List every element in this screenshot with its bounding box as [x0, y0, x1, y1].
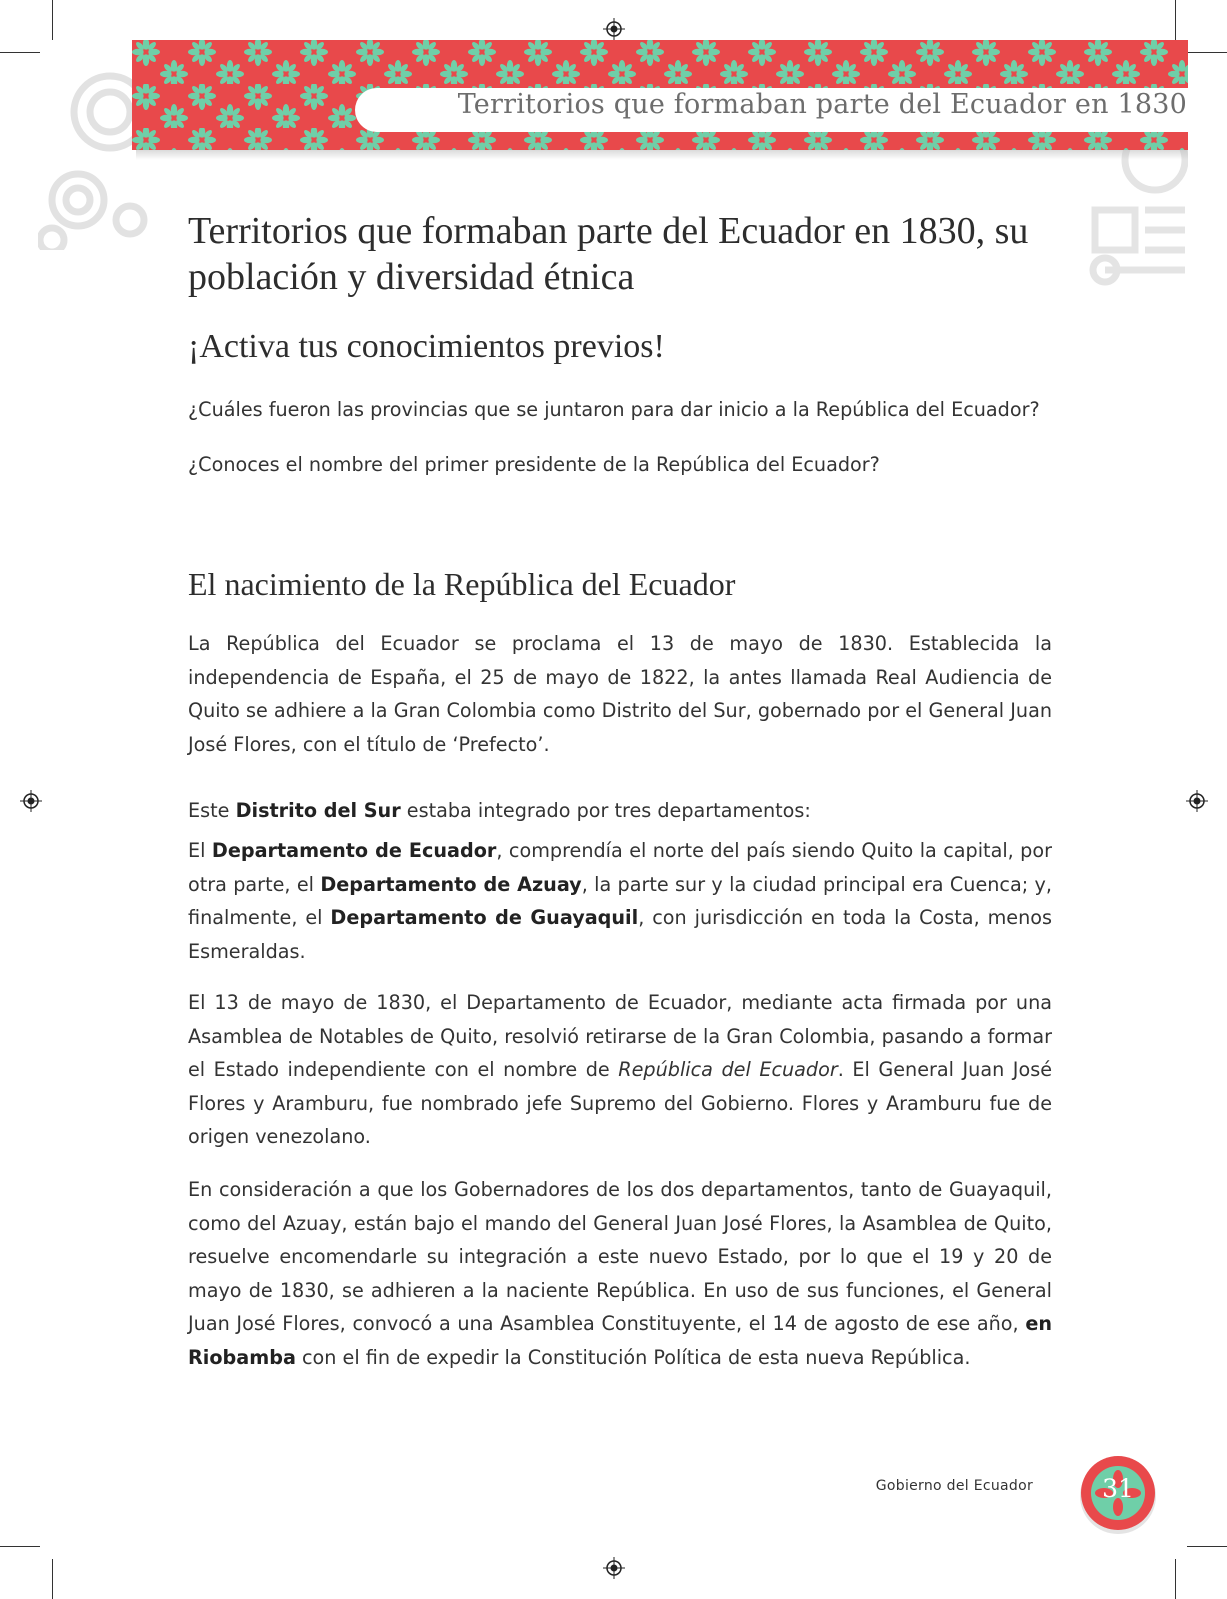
registration-mark-icon — [603, 18, 625, 40]
bold-term: Departamento de Ecuador — [211, 839, 497, 862]
crop-mark — [52, 1559, 53, 1599]
registration-mark-icon — [603, 1557, 625, 1579]
bold-term: en Riobamba — [188, 1312, 1052, 1369]
running-header-title: Territorios que formaban parte del Ecuador en 1830 — [457, 89, 1187, 120]
question-2: ¿Conoces el nombre del primer presidente de la República del Ecuador? — [188, 453, 880, 476]
bold-term: Departamento de Azuay — [320, 872, 582, 896]
crop-mark — [52, 0, 53, 40]
registration-mark-icon — [1186, 790, 1208, 812]
page-title: Territorios que formaban parte del Ecuador en 1830, su población y diversidad étnica — [188, 210, 1029, 298]
section-heading-birth-of-republic: El nacimiento de la República del Ecuador — [188, 566, 736, 602]
crop-mark — [1187, 52, 1227, 53]
crop-mark — [1175, 1559, 1176, 1599]
bold-term: Distrito del Sur — [235, 799, 401, 822]
decorative-swirl-icon — [1085, 150, 1188, 290]
paragraph-4: El 13 de mayo de 1830, el Departamento de Ecuador, mediante acta firmada por una Asamblea de Notables de Quito, resolvió retirarse de la Gran Colombia, pasando a formar el Estado independiente con el nombre de República del Ecuador. El General Juan José Flores y Aramburu, fue nombrado jefe Supremo del Gobierno. Flores y Aramburu fue de origen venezolano. — [188, 991, 1053, 1148]
bold-term: Departamento de Guayaquil — [330, 906, 639, 929]
registration-mark-icon — [20, 790, 42, 812]
question-1: ¿Cuáles fueron las provincias que se juntaron para dar inicio a la República del Ecuador? — [188, 398, 1040, 421]
italic-term: República del Ecuador — [618, 1058, 838, 1081]
paragraph-5: En consideración a que los Gobernadores de los dos departamentos, tanto de Guayaquil, como del Azuay, están bajo el mando del General Juan José Flores, la Asamblea de Quito, resuelve encomendarle su integración a este nuevo Estado, por lo que el 19 y 20 de mayo de 1830, se adhieren a la naciente República. En uso de sus funciones, el General Juan José Flores, convocó a una Asamblea Constituyente, el 14 de agosto de ese año, en Riobamba con el fin de expedir la Constitución Política de esta nueva República. — [188, 1178, 1052, 1369]
page-number: 31 — [1102, 1474, 1134, 1503]
crop-mark — [0, 52, 40, 53]
paragraph-3: El Departamento de Ecuador, comprendía el norte del país siendo Quito la capital, por otra parte, el Departamento de Azuay, la parte sur y la ciudad principal era Cuenca; y, finalmente, el Departamento de Guayaquil, con jurisdicción en toda la Costa, menos Esmeraldas. — [188, 839, 1052, 963]
paragraph-1: La República del Ecuador se proclama el 13 de mayo de 1830. Establecida la independencia de España, el 25 de mayo de 1822, la antes llamada Real Audiencia de Quito se adhiere a la Gran Colombia como Distrito del Sur, gobernado por el General Juan José Flores, con el título de ‘Prefecto’. — [188, 632, 1052, 756]
footer-publisher: Gobierno del Ecuador — [875, 1478, 1033, 1494]
crop-mark — [0, 1546, 40, 1547]
crop-mark — [1187, 1546, 1227, 1547]
paragraph-2: Este Distrito del Sur estaba integrado por tres departamentos: — [188, 799, 811, 822]
section-heading-prior-knowledge: ¡Activa tus conocimientos previos! — [188, 328, 665, 365]
crop-mark — [1175, 0, 1176, 40]
